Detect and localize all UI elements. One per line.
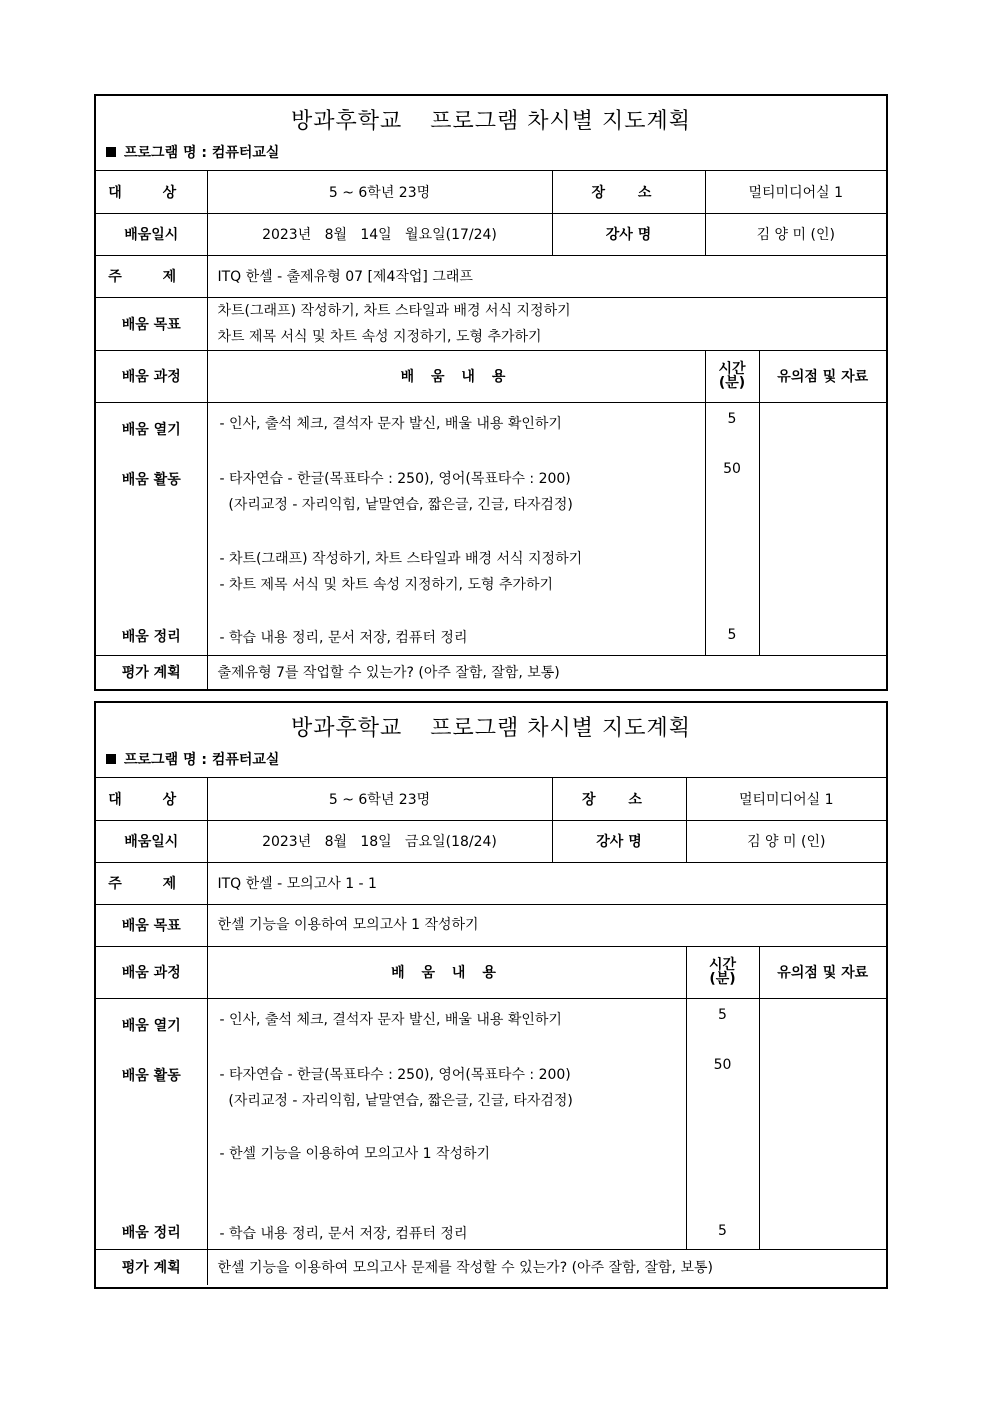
program-name-text: 프로그램 명 : 컴퓨터교실 [124,145,280,161]
content-line: - 한셀 기능을 이용하여 모의고사 1 작성하기 [219,1145,491,1162]
content-label: 배 움 내 용 [207,350,705,402]
date-value: 2023년 8월 14일 월요일(17/24) [207,213,552,255]
time-label-line1: 시간 [718,361,746,377]
content-line: - 차트(그래프) 작성하기, 차트 스타일과 배경 서식 지정하기 [219,550,583,567]
stage-activity: 배움 활동 [121,1067,181,1084]
topic-value: ITQ 한셀 - 출제유형 07 [제4작업] 그래프 [207,255,886,297]
place-label: 장 소 [552,171,705,213]
place-value: 멀티미디어실 1 [686,778,886,820]
time-body [686,998,759,1249]
content-line: - 인사, 출석 체크, 결석자 문자 발신, 배울 내용 확인하기 [219,415,562,432]
goal-value [207,297,886,350]
process-label: 배움 과정 [96,946,207,998]
content-line: (자리교정 - 자리익힘, 낱말연습, 짧은글, 긴글, 타자검정) [219,496,573,513]
target-label: 대 상 [96,171,207,213]
teacher-value: 김 양 미 (인) [686,820,886,862]
notes-label: 유의점 및 자료 [759,946,886,998]
stage-activity: 배움 활동 [121,471,181,488]
plan-title-left: 방과후학교 [290,716,403,741]
plan-title [96,703,886,747]
goal-value [207,904,886,946]
time-close: 5 [718,1222,727,1239]
time-close: 5 [727,626,737,643]
topic-label: 주 제 [96,862,207,904]
goal-line: 차트 제목 서식 및 차트 속성 지정하기, 도형 추가하기 [217,328,542,345]
target-label: 대 상 [96,778,207,820]
date-value: 2023년 8월 18일 금요일(18/24) [207,820,552,862]
content-line: - 타자연습 - 한글(목표타수 : 250), 영어(목표타수 : 200) [219,1066,571,1083]
topic-value: ITQ 한셀 - 모의고사 1 - 1 [207,862,886,904]
content-body [207,402,705,655]
time-body [705,402,759,655]
notes-body [759,998,886,1249]
target-value: 5 ~ 6학년 23명 [207,171,552,213]
content-label: 배 움 내 용 [207,946,686,998]
time-label-line2: (분) [709,971,736,987]
content-line: - 학습 내용 정리, 문서 저장, 컴퓨터 정리 [219,629,468,646]
teacher-value: 김 양 미 (인) [705,213,886,255]
teacher-label: 강사 명 [552,820,686,862]
program-name [96,140,886,170]
time-label-line2: (분) [718,375,746,391]
goal-label: 배움 목표 [96,297,207,350]
time-label-line1: 시간 [708,957,737,973]
square-bullet-icon [106,147,116,157]
eval-label: 평가 계획 [96,1249,207,1285]
stage-open: 배움 열기 [121,421,181,438]
plan-title-right: 프로그램 차시별 지도계획 [430,716,692,741]
plan-title [96,96,886,140]
plan-header [96,96,886,171]
square-bullet-icon [106,754,116,764]
place-label: 장 소 [552,778,686,820]
plan-table [96,778,886,1285]
content-line: - 타자연습 - 한글(목표타수 : 250), 영어(목표타수 : 200) [219,470,571,487]
notes-label: 유의점 및 자료 [759,350,886,402]
time-activity: 50 [713,1056,732,1073]
process-stages [96,998,207,1249]
plan-title-left: 방과후학교 [290,109,403,134]
process-stages [96,402,207,655]
content-line: - 차트 제목 서식 및 차트 속성 지정하기, 도형 추가하기 [219,576,554,593]
notes-body [759,402,886,655]
stage-close: 배움 정리 [121,628,181,645]
plan-table [96,171,886,689]
target-value: 5 ~ 6학년 23명 [207,778,552,820]
content-line: - 학습 내용 정리, 문서 저장, 컴퓨터 정리 [219,1225,468,1242]
plan-title-right: 프로그램 차시별 지도계획 [430,109,692,134]
place-value: 멀티미디어실 1 [705,171,886,213]
eval-value: 출제유형 7를 작업할 수 있는가? (아주 잘함, 잘함, 보통) [207,655,886,689]
eval-label: 평가 계획 [96,655,207,689]
program-name-text: 프로그램 명 : 컴퓨터교실 [124,752,280,768]
time-label [705,350,759,402]
goal-line: 한셀 기능을 이용하여 모의고사 1 작성하기 [217,917,479,933]
date-label: 배움일시 [96,213,207,255]
content-line: - 인사, 출석 체크, 결석자 문자 발신, 배울 내용 확인하기 [219,1011,562,1028]
goal-line: 차트(그래프) 작성하기, 차트 스타일과 배경 서식 지정하기 [217,302,571,319]
time-open: 5 [718,1006,727,1023]
plan-header [96,703,886,778]
lesson-plan-2 [94,701,888,1289]
lesson-plan-1 [94,94,888,691]
goal-label: 배움 목표 [96,904,207,946]
program-name [96,747,886,777]
topic-label: 주 제 [96,255,207,297]
teacher-label: 강사 명 [552,213,705,255]
stage-close: 배움 정리 [121,1224,181,1241]
content-line: (자리교정 - 자리익힘, 낱말연습, 짧은글, 긴글, 타자검정) [219,1092,573,1109]
process-label: 배움 과정 [96,350,207,402]
time-label [686,946,759,998]
eval-value: 한셀 기능을 이용하여 모의고사 문제를 작성할 수 있는가? (아주 잘함, 잘함, 보통) [207,1249,886,1285]
time-open: 5 [727,410,737,427]
time-activity: 50 [723,460,741,477]
content-body [207,998,686,1249]
stage-open: 배움 열기 [121,1017,181,1034]
date-label: 배움일시 [96,820,207,862]
